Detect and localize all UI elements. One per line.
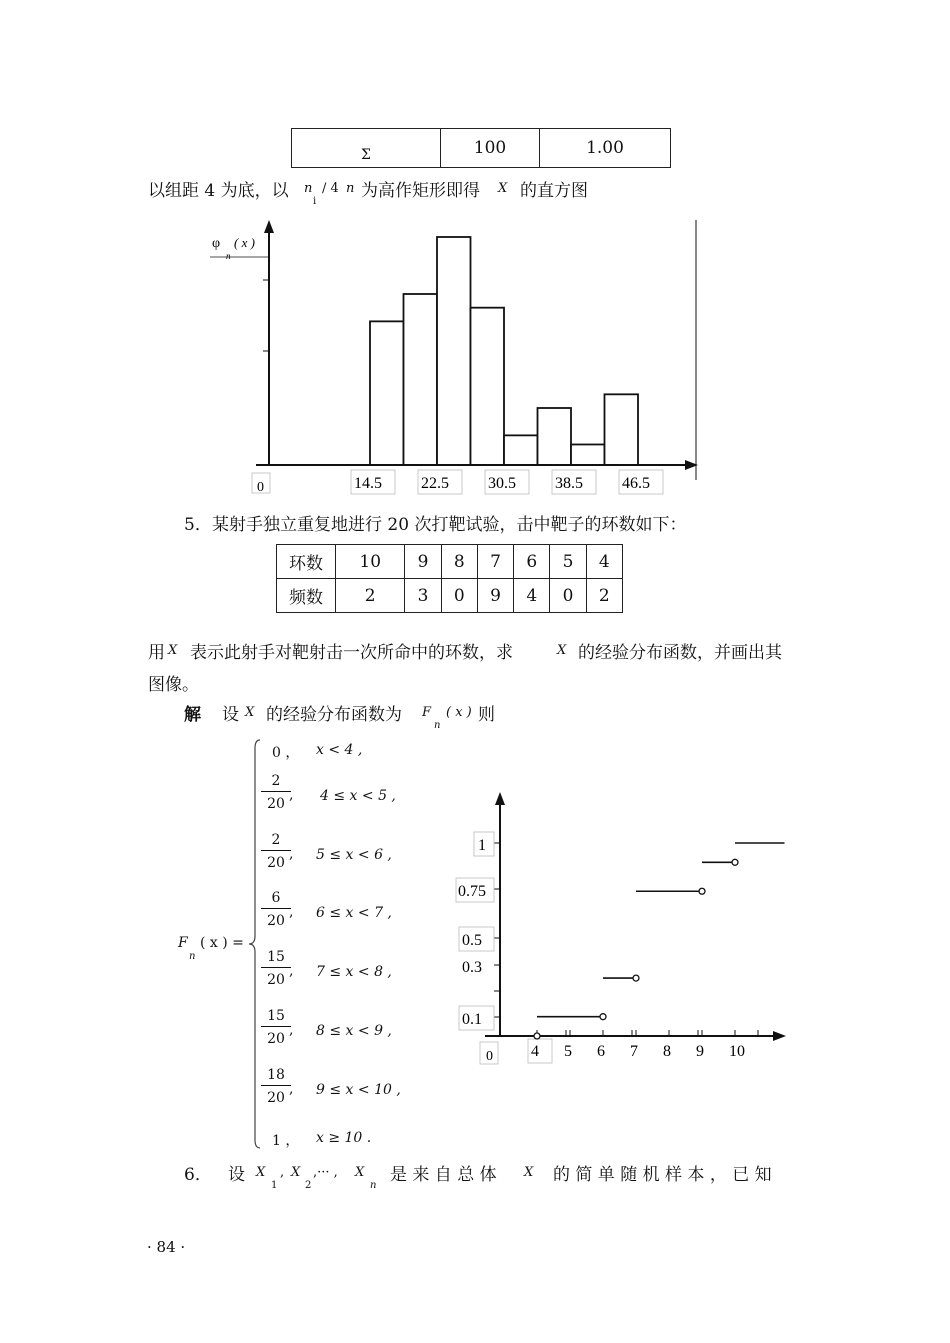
problem6-sub1: 1	[271, 1180, 278, 1191]
problem6-number: 6．	[184, 1165, 212, 1185]
case-1-cond: 4 ≤ x < 5 ,	[320, 788, 396, 804]
problem6-dots: ,··· ,	[313, 1165, 338, 1180]
case-4-fraction	[261, 949, 294, 988]
step-ylabel: 0.3	[462, 959, 482, 976]
freq-cell: 0	[550, 579, 586, 613]
step-ylabel: 0.1	[462, 1011, 482, 1028]
step-x-label: 8	[663, 1043, 671, 1060]
case-3-fraction	[261, 890, 294, 929]
case-6-cond: 9 ≤ x < 10 ,	[316, 1082, 401, 1098]
q1-text-a: 用	[148, 643, 165, 663]
q2-text: 图像。	[148, 675, 199, 695]
freq-cell: 0	[441, 579, 477, 613]
step-open-point	[600, 1014, 606, 1020]
intro-div: / 4	[322, 181, 339, 196]
rings-cell: 10	[336, 545, 405, 579]
histogram-bar	[471, 308, 505, 465]
intro-text-c: 的直方图	[520, 181, 588, 201]
problem6-X2: X	[291, 1165, 301, 1180]
problem6-Xn: X	[355, 1165, 365, 1180]
piecewise-lhs-n: n	[189, 951, 196, 962]
case-2-comma: ,	[289, 846, 294, 862]
piecewise-lhs-rest: ( x ) =	[200, 935, 244, 951]
hist-tick-label: 38.5	[555, 475, 583, 492]
case-2-den: 20	[267, 855, 285, 871]
rings-cell: 7	[477, 545, 513, 579]
problem6-text-b: 是 来 自 总 体	[390, 1165, 497, 1185]
q1-X2: X	[557, 643, 567, 658]
hist-tick-label: 30.5	[488, 475, 516, 492]
case-5-num: 15	[261, 1008, 291, 1027]
case-3-num: 6	[261, 890, 291, 909]
problem6-comma1: ,	[280, 1165, 285, 1180]
step-origin-label: 0	[486, 1049, 493, 1064]
intro-n2: n	[346, 181, 355, 196]
rings-cell: 5	[550, 545, 586, 579]
case-5-den: 20	[267, 1031, 285, 1047]
piecewise-lhs-F: F	[178, 935, 188, 951]
step-open-point	[534, 1033, 540, 1039]
problem6-text-a: 设	[228, 1165, 245, 1185]
case-4-num: 15	[261, 949, 291, 968]
q1-X: X	[168, 643, 178, 658]
case-6-num: 18	[261, 1067, 291, 1086]
step-x-label: 5	[564, 1043, 572, 1060]
histogram-chart	[200, 215, 710, 500]
problem6-sub2: 2	[305, 1180, 312, 1191]
step-y-arrow	[495, 792, 505, 805]
sum-count-cell: 100	[441, 129, 540, 168]
hist-y-arrow	[264, 220, 274, 233]
rings-row-label: 环数	[277, 545, 336, 579]
solution-text-b: 的经验分布函数为	[266, 705, 402, 725]
step-ylabel: 1	[478, 837, 486, 854]
problem6-subn: n	[370, 1180, 377, 1191]
histogram-bar	[538, 408, 572, 465]
step-x-label: 7	[630, 1043, 638, 1060]
case-5-cond: 8 ≤ x < 9 ,	[316, 1023, 392, 1039]
case-2-num: 2	[261, 832, 291, 851]
step-ylabel: 0.75	[458, 883, 486, 900]
sum-freq-cell: 1.00	[540, 129, 671, 168]
case-3-cond: 6 ≤ x < 7 ,	[316, 905, 392, 921]
case-3-den: 20	[267, 913, 285, 929]
case-2-cond: 5 ≤ x < 6 ,	[316, 847, 392, 863]
problem6-X1: X	[256, 1165, 266, 1180]
rings-cell: 9	[405, 545, 441, 579]
page-number: · 84 ·	[147, 1238, 186, 1256]
solution-F: F	[422, 705, 432, 720]
intro-n: n	[304, 181, 313, 196]
freq-cell: 2	[336, 579, 405, 613]
histogram-bar	[404, 294, 438, 465]
case-4-den: 20	[267, 972, 285, 988]
intro-i: i	[313, 196, 317, 207]
case-5-fraction	[261, 1008, 294, 1047]
freq-cell: 4	[514, 579, 550, 613]
hist-tick-label: 14.5	[354, 475, 382, 492]
case-6-comma: ,	[289, 1081, 294, 1097]
case-0-value: 0 ，	[272, 745, 300, 761]
case-5-comma: ,	[289, 1022, 294, 1038]
rings-table	[276, 544, 623, 613]
case-3-comma: ,	[289, 904, 294, 920]
hist-tick-label: 22.5	[421, 475, 449, 492]
case-6-den: 20	[267, 1090, 285, 1106]
sum-symbol-cell: Σ	[292, 129, 441, 168]
rings-cell: 4	[586, 545, 622, 579]
intro-X: X	[498, 181, 508, 196]
histogram-bar	[370, 321, 404, 465]
hist-ylabel-n: n	[226, 251, 231, 261]
case-2-fraction	[261, 832, 294, 871]
step-open-point	[732, 859, 738, 865]
histogram-bar	[437, 237, 471, 465]
freq-cell: 3	[405, 579, 441, 613]
solution-x: ( x )	[446, 705, 472, 720]
rings-cell: 6	[514, 545, 550, 579]
case-7-cond: x ≥ 10 .	[316, 1130, 372, 1146]
solution-X: X	[245, 705, 255, 720]
step-x-label: 6	[597, 1043, 605, 1060]
hist-origin-label: 0	[257, 480, 264, 495]
solution-text-c: 则	[478, 705, 495, 725]
case-4-comma: ,	[289, 963, 294, 979]
case-6-fraction	[261, 1067, 294, 1106]
case-1-comma: ,	[289, 787, 294, 803]
q1-text-b: 表示此射手对靶射击一次所命中的环数，求	[190, 643, 513, 663]
problem5-number: 5．	[184, 515, 212, 535]
hist-tick-label: 46.5	[622, 475, 650, 492]
histogram-bar	[605, 394, 639, 465]
step-open-point	[699, 888, 705, 894]
freq-cell: 9	[477, 579, 513, 613]
case-7-value: 1 ，	[272, 1133, 300, 1149]
case-0-cond: x < 4 ,	[316, 742, 363, 758]
case-1-den: 20	[267, 796, 285, 812]
case-1-fraction	[261, 773, 294, 812]
problem6-X: X	[524, 1165, 534, 1180]
solution-n: n	[434, 720, 441, 731]
case-4-cond: 7 ≤ x < 8 ,	[316, 964, 392, 980]
rings-cell: 8	[441, 545, 477, 579]
problem5-text: 某射手独立重复地进行 20 次打靶试验，击中靶子的环数如下：	[212, 515, 687, 535]
step-x-label: 9	[696, 1043, 704, 1060]
histogram-bar	[571, 444, 605, 465]
q1-text-c: 的经验分布函数，并画出其	[578, 643, 782, 663]
intro-text-b: 为高作矩形即得	[361, 181, 480, 201]
solution-label: 解	[184, 705, 201, 725]
sum-table	[291, 128, 671, 168]
step-function-chart	[450, 785, 795, 1075]
step-ylabel: 0.5	[462, 932, 482, 949]
solution-text-a: 设	[222, 705, 239, 725]
step-x-arrow	[773, 1031, 786, 1041]
step-x-label: 10	[729, 1043, 745, 1060]
freq-row-label: 频数	[277, 579, 336, 613]
case-1-num: 2	[261, 773, 291, 792]
histogram-bar	[504, 435, 538, 465]
step-x-label: 4	[531, 1043, 539, 1060]
intro-text-a: 以组距 4 为底，以	[148, 181, 289, 201]
problem6-text-c: 的 简 单 随 机 样 本 ， 已 知	[553, 1165, 772, 1185]
step-open-point	[633, 975, 639, 981]
freq-cell: 2	[586, 579, 622, 613]
hist-ylabel-x: ( x )	[234, 235, 255, 250]
hist-ylabel-phi: φ	[212, 236, 221, 251]
